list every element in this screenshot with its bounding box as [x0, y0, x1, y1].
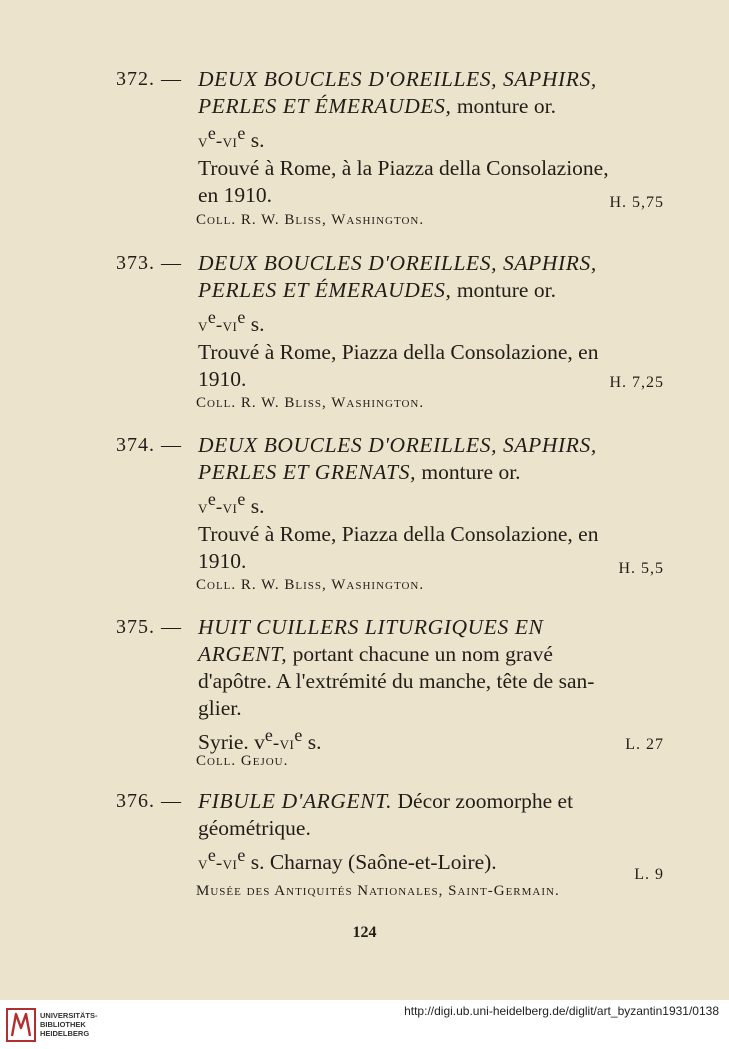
entry-number: 376. —: [116, 790, 182, 812]
entry-dimension: H. 5,5: [618, 560, 664, 577]
entry-description-cont: d'apôtre. A l'extrémité du manche, tête de san-: [198, 669, 595, 693]
entry-dimension: L. 27: [625, 736, 664, 753]
entry-title: DEUX BOUCLES D'OREILLES, SAPHIRS,: [198, 251, 597, 275]
entry-number: 372. —: [116, 68, 182, 90]
entry-provenance: Trouvé à Rome, Piazza della Consolazione, en: [198, 522, 599, 547]
entry-material: monture or.: [451, 278, 556, 302]
entry-collection: Coll. R. W. Bliss, Washington.: [196, 395, 425, 411]
entry-century: $v^e-vi^e$ s.: [198, 307, 265, 337]
entry-collection: Coll. Gejou.: [196, 753, 289, 769]
entry-description-end: glier.: [198, 696, 242, 720]
entry-material: monture or.: [416, 460, 521, 484]
entry-title: DEUX BOUCLES D'OREILLES, SAPHIRS,: [198, 67, 597, 91]
entry-provenance-cont: 1910.: [198, 549, 247, 574]
entry-collection: Musée des Antiquités Nationales, Saint-Germain.: [196, 883, 560, 899]
entry-provenance-cont: en 1910.: [198, 183, 273, 208]
entry-provenance: Trouvé à Rome, à la Piazza della Consolazione,: [198, 156, 609, 181]
entry-century: $v^e-vi^e$ s. Charnay (Saône-et-Loire).: [198, 845, 497, 875]
entry-title: FIBULE D'ARGENT.: [198, 789, 393, 813]
entry-century: $v^e-vi^e$ s.: [198, 123, 265, 153]
catalog-entry-372: [116, 66, 676, 231]
entry-description: portant chacune un nom gravé: [287, 642, 553, 666]
entry-century: $v^e-vi^e$ s.: [198, 489, 265, 519]
catalog-entry-375: [116, 614, 676, 774]
source-url-link[interactable]: http://digi.ub.uni-heidelberg.de/diglit/art_byzantin1931/0138: [404, 1004, 719, 1018]
library-logo-icon: [6, 1008, 36, 1042]
catalog-entry-376: [116, 788, 676, 903]
entry-title: HUIT CUILLERS LITURGIQUES EN: [198, 615, 544, 639]
entry-description-cont: géométrique.: [198, 816, 311, 840]
entry-title-cont: PERLES ET ÉMERAUDES,: [198, 278, 452, 302]
catalog-entry-374: [116, 432, 676, 597]
entry-century: Syrie. $v^e-vi^e$ s.: [198, 725, 322, 755]
entry-number: 373. —: [116, 252, 182, 274]
entry-provenance-cont: 1910.: [198, 367, 247, 392]
library-name: UNIVERSITÄTS- BIBLIOTHEK HEIDELBERG: [40, 1011, 98, 1038]
entry-dimension: L. 9: [634, 866, 664, 883]
entry-material: monture or.: [451, 94, 556, 118]
entry-title: DEUX BOUCLES D'OREILLES, SAPHIRS,: [198, 433, 597, 457]
catalog-entry-373: [116, 250, 676, 415]
entry-collection: Coll. R. W. Bliss, Washington.: [196, 577, 425, 593]
page-number: 124: [352, 924, 377, 941]
entry-title-cont: ARGENT,: [198, 642, 288, 666]
entry-dimension: H. 5,75: [609, 194, 664, 211]
entry-provenance: Trouvé à Rome, Piazza della Consolazione, en: [198, 340, 599, 365]
entry-description: Décor zoomorphe et: [392, 789, 574, 813]
entry-dimension: H. 7,25: [609, 374, 664, 391]
entry-number: 374. —: [116, 434, 182, 456]
entry-number: 375. —: [116, 616, 182, 638]
entry-title-cont: PERLES ET GRENATS,: [198, 460, 417, 484]
entry-collection: Coll. R. W. Bliss, Washington.: [196, 212, 425, 228]
entry-title-cont: PERLES ET ÉMERAUDES,: [198, 94, 452, 118]
